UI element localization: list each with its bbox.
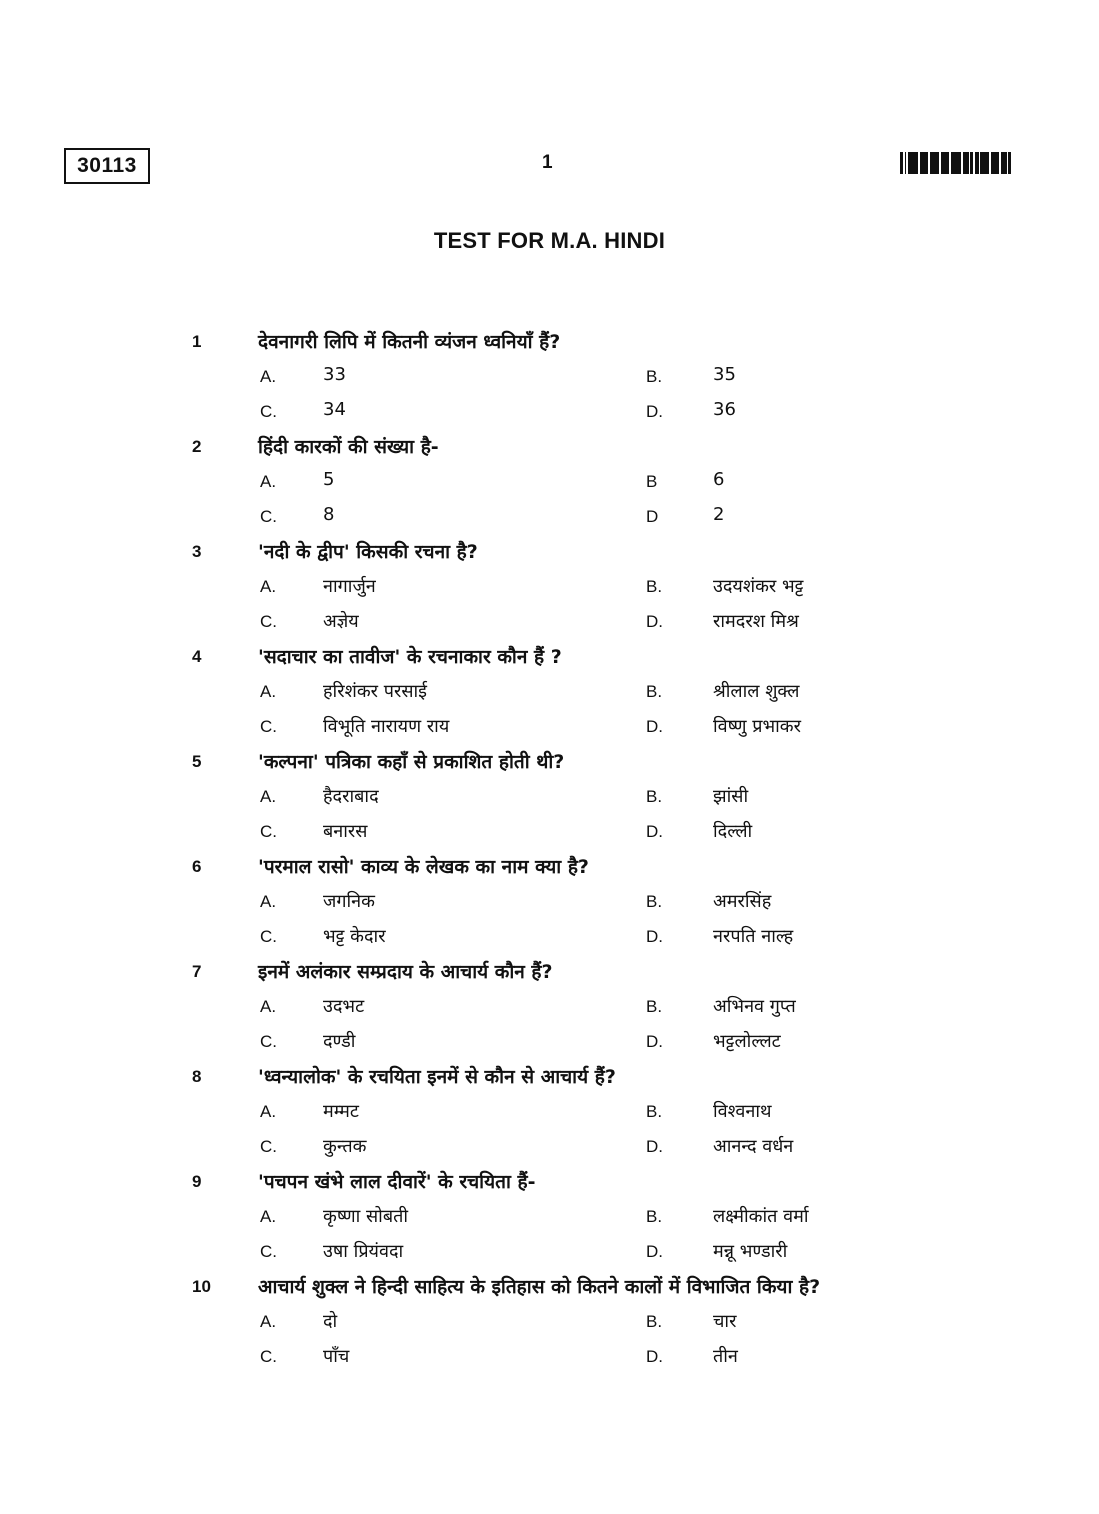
- option-row: [0, 816, 1099, 851]
- option-text: भट्टलोल्लट: [713, 1031, 781, 1052]
- page-number: 1: [542, 152, 553, 173]
- option-text: दण्डी: [323, 1031, 356, 1052]
- question-text: 'पचपन खंभे लाल दीवारें' के रचयिता हैं-: [258, 1171, 536, 1193]
- option-row: [0, 501, 1099, 536]
- option-letter: A.: [260, 997, 277, 1016]
- question-number: 10: [192, 1277, 211, 1296]
- barcode-icon: [900, 152, 1034, 174]
- option-text: दिल्ली: [713, 821, 753, 842]
- paper-code: 30113: [64, 148, 150, 184]
- option-text: लक्ष्मीकांत वर्मा: [713, 1206, 809, 1227]
- option-text: उदभट: [323, 996, 365, 1017]
- option-text: कृष्णा सोबती: [323, 1206, 409, 1227]
- option-text: झांसी: [713, 786, 749, 807]
- option-letter: C.: [260, 402, 277, 421]
- option-letter: B.: [646, 1207, 663, 1226]
- option-row: [0, 1201, 1099, 1236]
- question-number: 2: [192, 437, 202, 456]
- option-letter: C.: [260, 507, 277, 526]
- option-text: नरपति नाल्ह: [713, 926, 794, 947]
- question-text: 'नदी के द्वीप' किसकी रचना है?: [258, 541, 478, 563]
- option-letter: A.: [260, 367, 277, 386]
- option-letter: B.: [646, 997, 663, 1016]
- question-list: [0, 326, 1099, 1376]
- option-letter: C.: [260, 822, 277, 841]
- option-letter: A.: [260, 1207, 277, 1226]
- option-row: [0, 606, 1099, 641]
- option-letter: C.: [260, 717, 277, 736]
- option-letter: D.: [646, 717, 663, 736]
- question-number: 5: [192, 752, 202, 771]
- question-row: [0, 1166, 1099, 1201]
- option-row: [0, 1026, 1099, 1061]
- option-text: विभूति नारायण राय: [323, 716, 450, 737]
- option-text: 36: [713, 399, 736, 420]
- option-letter: B.: [646, 1312, 663, 1331]
- option-text: 6: [713, 469, 725, 490]
- option-row: [0, 921, 1099, 956]
- question-row: [0, 536, 1099, 571]
- option-row: [0, 571, 1099, 606]
- option-row: [0, 991, 1099, 1026]
- option-row: [0, 1096, 1099, 1131]
- option-letter: D.: [646, 1242, 663, 1261]
- option-letter: D.: [646, 822, 663, 841]
- question-row: [0, 1061, 1099, 1096]
- question-row: [0, 326, 1099, 361]
- option-letter: A.: [260, 1312, 277, 1331]
- option-letter: B.: [646, 367, 663, 386]
- option-text: आनन्द वर्धन: [713, 1136, 794, 1157]
- option-text: श्रीलाल शुक्ल: [713, 681, 800, 702]
- option-letter: D.: [646, 402, 663, 421]
- option-row: [0, 466, 1099, 501]
- option-text: चार: [713, 1311, 737, 1332]
- option-text: बनारस: [323, 821, 368, 842]
- question-text: 'परमाल रासो' काव्य के लेखक का नाम क्या है?: [258, 856, 589, 878]
- option-letter: D: [646, 507, 659, 526]
- option-letter: A.: [260, 472, 277, 491]
- option-text: जगनिक: [323, 891, 375, 912]
- option-letter: D.: [646, 1137, 663, 1156]
- option-text: हैदराबाद: [323, 786, 379, 807]
- option-letter: C.: [260, 1242, 277, 1261]
- question-text: इनमें अलंकार सम्प्रदाय के आचार्य कौन हैं?: [258, 961, 553, 983]
- question-row: [0, 1271, 1099, 1306]
- option-letter: A.: [260, 1102, 277, 1121]
- question-row: [0, 641, 1099, 676]
- option-text: मन्नू भण्डारी: [713, 1241, 788, 1262]
- option-text: अमरसिंह: [713, 891, 772, 912]
- option-letter: B.: [646, 1102, 663, 1121]
- option-letter: C.: [260, 1137, 277, 1156]
- option-row: [0, 781, 1099, 816]
- option-text: उदयशंकर भट्ट: [713, 576, 804, 597]
- question-row: [0, 956, 1099, 991]
- option-letter: B.: [646, 892, 663, 911]
- option-row: [0, 1341, 1099, 1376]
- question-row: [0, 431, 1099, 466]
- option-letter: D.: [646, 1032, 663, 1051]
- question-text: देवनागरी लिपि में कितनी व्यंजन ध्वनियाँ हैं?: [258, 331, 561, 353]
- option-text: नागार्जुन: [323, 576, 376, 597]
- option-text: पाँच: [323, 1346, 350, 1367]
- question-text: आचार्य शुक्ल ने हिन्दी साहित्य के इतिहास को कितने कालों में विभाजित किया है?: [258, 1276, 821, 1298]
- option-row: [0, 396, 1099, 431]
- option-text: 34: [323, 399, 346, 420]
- option-row: [0, 1131, 1099, 1166]
- option-row: [0, 676, 1099, 711]
- option-letter: B.: [646, 682, 663, 701]
- option-letter: D.: [646, 612, 663, 631]
- option-text: उषा प्रियंवदा: [323, 1241, 404, 1262]
- option-text: 2: [713, 504, 725, 525]
- question-text: 'कल्पना' पत्रिका कहाँ से प्रकाशित होती थी?: [258, 751, 565, 773]
- question-number: 8: [192, 1067, 202, 1086]
- option-text: मम्मट: [323, 1101, 359, 1122]
- option-letter: B.: [646, 787, 663, 806]
- option-text: 8: [323, 504, 335, 525]
- option-text: कुन्तक: [323, 1136, 367, 1157]
- question-number: 1: [192, 332, 202, 351]
- option-letter: A.: [260, 577, 277, 596]
- option-letter: A.: [260, 892, 277, 911]
- option-text: विष्णु प्रभाकर: [713, 716, 801, 737]
- option-text: अज्ञेय: [323, 611, 359, 632]
- option-letter: A.: [260, 787, 277, 806]
- option-text: रामदरश मिश्र: [713, 611, 799, 632]
- option-text: भट्ट केदार: [323, 926, 386, 947]
- option-text: तीन: [713, 1346, 738, 1367]
- option-letter: C.: [260, 927, 277, 946]
- option-text: 35: [713, 364, 736, 385]
- question-text: 'सदाचार का तावीज' के रचनाकार कौन हैं ?: [258, 646, 562, 668]
- question-number: 6: [192, 857, 202, 876]
- option-text: 5: [323, 469, 335, 490]
- option-row: [0, 361, 1099, 396]
- option-letter: D.: [646, 1347, 663, 1366]
- option-text: 33: [323, 364, 346, 385]
- option-letter: A.: [260, 682, 277, 701]
- question-number: 4: [192, 647, 202, 666]
- option-letter: B.: [646, 577, 663, 596]
- question-number: 9: [192, 1172, 202, 1191]
- question-number: 3: [192, 542, 202, 561]
- question-row: [0, 851, 1099, 886]
- option-letter: B: [646, 472, 658, 491]
- option-letter: C.: [260, 1032, 277, 1051]
- option-text: विश्वनाथ: [713, 1101, 772, 1122]
- option-letter: D.: [646, 927, 663, 946]
- option-row: [0, 1306, 1099, 1341]
- option-row: [0, 711, 1099, 746]
- question-row: [0, 746, 1099, 781]
- question-text: हिंदी कारकों की संख्या है-: [258, 436, 439, 458]
- option-text: दो: [323, 1311, 338, 1332]
- question-number: 7: [192, 962, 202, 981]
- page-title: TEST FOR M.A. HINDI: [433, 228, 666, 253]
- option-text: अभिनव गुप्त: [713, 996, 796, 1017]
- option-row: [0, 1236, 1099, 1271]
- option-letter: C.: [260, 1347, 277, 1366]
- option-text: हरिशंकर परसाई: [323, 681, 427, 702]
- option-row: [0, 886, 1099, 921]
- question-text: 'ध्वन्यालोक' के रचयिता इनमें से कौन से आचार्य हैं?: [258, 1066, 616, 1088]
- option-letter: C.: [260, 612, 277, 631]
